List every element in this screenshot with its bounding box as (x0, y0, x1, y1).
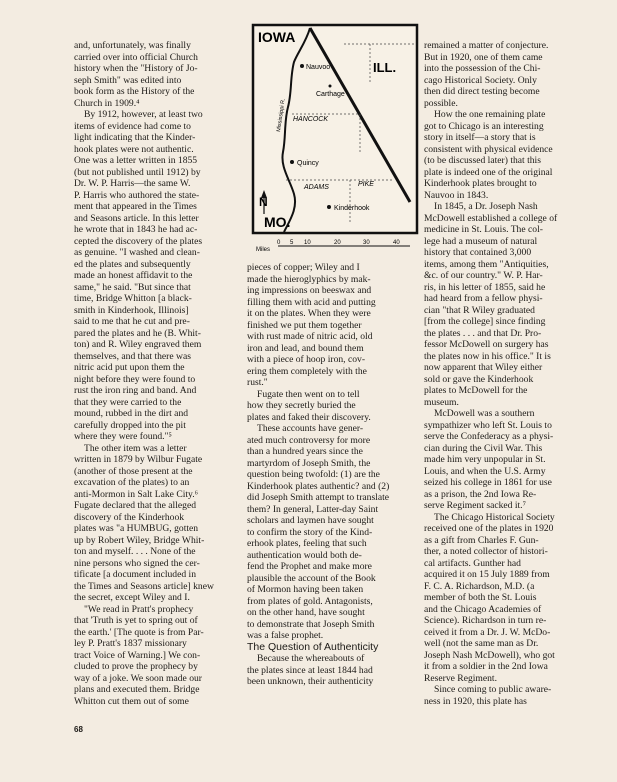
scale-tick: 40 (393, 240, 400, 246)
river-label: Mississippi R. (276, 98, 287, 133)
paragraph: pieces of copper; Wiley and I made the hieroglyphics by mak- ing impressions on beeswax and filling them with acid and putting it on the plates. When they were finished we put them together with rust made of nitric acid, old iron and lead, and bound them with a piece of hoop iron, cov- ering them completely with the rust." (247, 262, 376, 388)
paragraph: By 1912, however, at least two items of evidence had come to light indicating that the Kinder- hook plates were not authentic. One was a letter written in 1855 (but not published until 1912) by Dr. W. P. Harris—the same W. P. Harris who authored the state- ment that appeared in the Times and Seasons article. In this letter he wrote that in 1843 he had ac- cepted the discovery of the plates as genuine. "I washed and clean- ed the plates and subsequently made an honest affidavit to the same," he said. "But since that time, Bridge Whitton [a black- smith in Kinderhook, Illinois] said to me that he cut and pre- pared the plates and he (B. Whit- ton) and R. Wiley engraved them themselves, and that there was nitric acid put upon them the night before they were found to rust the iron ring and band. And that they were carried to the mound, rubbed in the dirt and carefully dropped into the pit where they were found."⁵ (74, 109, 203, 442)
state-label-mo: MO. (264, 214, 291, 230)
city-dot-nauvoo (300, 64, 304, 68)
county-label-adams: ADAMS (304, 184, 329, 191)
paragraph: In 1845, a Dr. Joseph Nash McDowell established a college of medicine in St. Louis. The col- lege had a museum of natural history that contained 3,000 items, among them "Antiquities, &c. of our country." W. P. Har- ris, in his letter of 1855, said he had heard from a fellow physi- cian "that R Wiley graduated [from the college] since finding the plates . . . and that Dr. Pro- fessor McDowell on surgery has the plates now in his office." It is now apparent that Wiley either sold or gave the Kinderhook plates to McDowell for the museum. (424, 201, 558, 408)
map-figure (250, 22, 420, 258)
scale-tick: 30 (363, 240, 370, 246)
state-label-iowa: IOWA (258, 29, 296, 45)
paragraph: Fugate then went on to tell how they secretly buried the plates and faked their discovery. (247, 388, 371, 423)
county-label-pike: PIKE (358, 181, 374, 188)
text-column-left (74, 40, 224, 740)
city-dot-kinderhook (327, 205, 331, 209)
city-label-nauvoo: Nauvoo (306, 64, 331, 71)
paragraph: remained a matter of conjecture. But in 1920, one of them came into the possession of the Chi- cago Historical Society. Only then did direct testing become possible. (424, 40, 549, 109)
scale-tick: 10 (304, 240, 311, 246)
section-heading: The Question of Authenticity (247, 640, 379, 653)
north-label: N (259, 195, 268, 209)
paragraph: and, unfortunately, was finally carried over into official Church history when the "History of Jo- seph Smith" was edited into book form as the History of the Church in 1909.⁴ (74, 40, 198, 109)
paragraph: The other item was a letter written in 1879 by Wilbur Fugate (another of those present at the excavation of the plates) to an anti-Mormon in Salt Lake City.⁶ Fugate declared that the alleged discovery of the Kinderhook plates was "a HUMBUG, gotten up by Robert Wiley, Bridge Whit- ton and myself. . . . None of the nine persons who signed the cer- tificate [a document included in the Times and Seasons article] knew the secret, except Wiley and I. (74, 442, 214, 603)
paragraph: The Chicago Historical Society received one of the plates in 1920 as a gift from Charles F. Gun- ther, a noted collector of histori- cal artifacts. Gunther had acquired it on 15 July 1889 from F. C. A. Richardson, M.D. (a member of both the St. Louis and the Chicago Academies of Science). Richardson in turn re- ceived it from a Dr. J. W. McDo- well (not the same man as Dr. Joseph Nash McDowell), who got it from a soldier in the 2nd Iowa Reserve Regiment. (424, 511, 555, 684)
city-label-quincy: Quincy (297, 160, 319, 167)
paragraph: Because the whereabouts of the plates since at least 1844 had been unknown, their authenticity (247, 653, 374, 687)
city-dot-carthage (329, 85, 332, 88)
scale-tick: 0 (277, 240, 281, 246)
scale-tick: 20 (334, 240, 341, 246)
city-label-carthage: Carthage (316, 91, 345, 98)
city-dot-quincy (290, 160, 294, 164)
state-label-ill: ILL. (373, 60, 397, 75)
scale-label: Miles (256, 247, 271, 253)
page-number: 68 (74, 725, 83, 734)
paragraph: How the one remaining plate got to Chicago is an interesting story in itself—a story that is consistent with physical evidence (to be discussed later) that this plate is indeed one of the original Kinderhook plates brought to Nauvoo in 1843. (424, 109, 553, 201)
paragraph: McDowell was a southern sympathizer who left St. Louis to serve the Confederacy as a physi- cian during the Civil War. This made him very unpopular in St. Louis, and when the U.S. Army seized his college in 1861 for use as a prison, the 2nd Iowa Re- serve Regiment sacked it.⁷ (424, 408, 554, 511)
paragraph: "We read in Pratt's prophecy that 'Truth is yet to spring out of the earth.' [The quote is from Par- ley P. Pratt's 1837 missionary tract Voice of Warning.] We con- cluded to prove the prophecy by way of a joke. We soon made our plans and executed them. Bridge Whitton cut them out of some (74, 603, 204, 707)
paragraph: These accounts have gener- ated much controversy for more than a hundred years since the martyrdom of Joseph Smith, the question being twofold: (1) are the Kinderhook plates authentic? and (2) did Joseph Smith attempt to translate them? In general, Latter-day Saint scholars and laymen have sought to confirm the story of the Kind- erhook plates, feeling that such authentication would both de- fend the Prophet and make more plausible the account of the Book of Mormon having been taken from plates of gold. Antagonists, on the other hand, have sought to demonstrate that Joseph Smith was a false prophet. (247, 423, 390, 641)
scale-tick: 5 (290, 240, 294, 246)
paragraph: Since coming to public aware- ness in 1920, this plate has (424, 684, 552, 707)
city-label-kinderhook: Kinderhook (334, 205, 370, 212)
text-column-middle (247, 262, 402, 740)
county-label-hancock: HANCOCK (293, 116, 329, 123)
text-column-right (424, 40, 574, 740)
